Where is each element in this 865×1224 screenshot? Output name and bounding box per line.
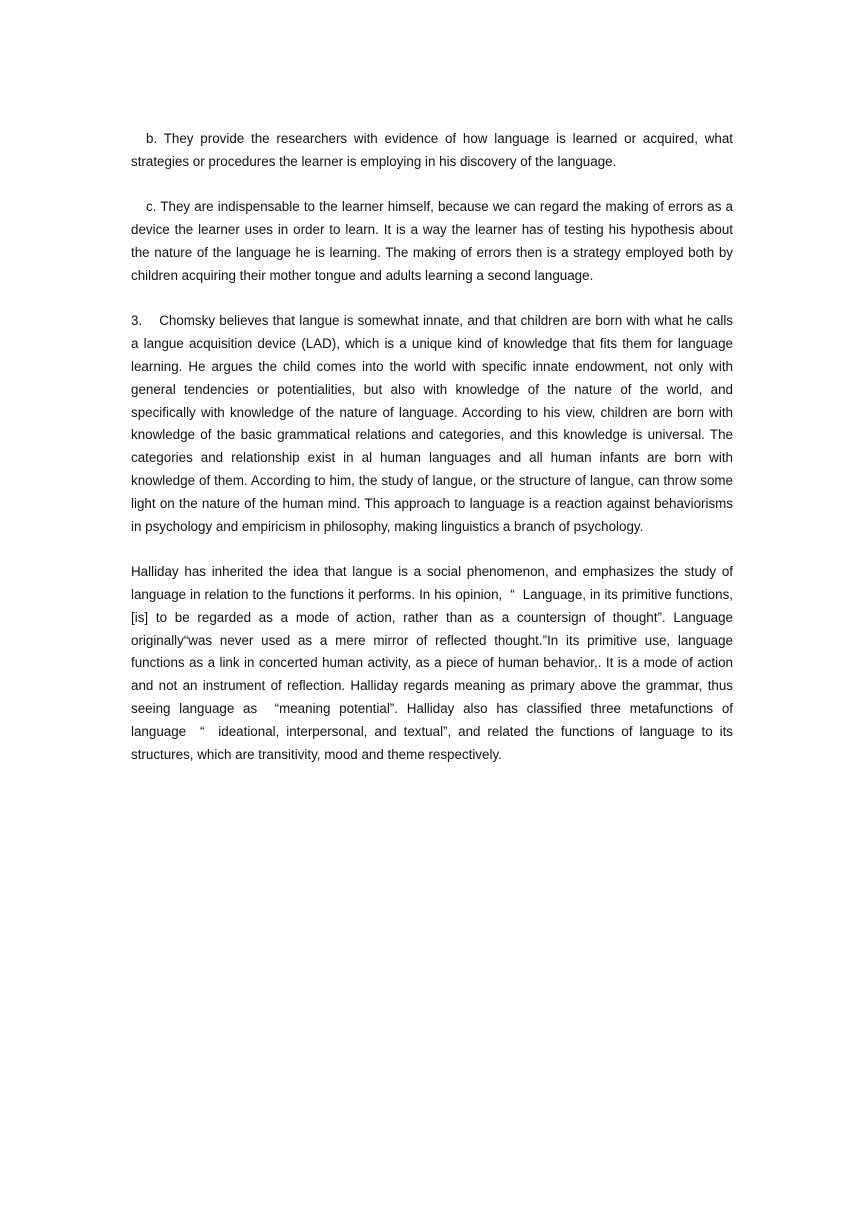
paragraph-b: b. They provide the researchers with evidence of how language is learned or acquired, what strategies or procedures the learner is employing in his discovery of the language. [131,131,733,169]
paragraph-spacer [131,174,733,197]
document-body [131,128,733,766]
paragraph-spacer [131,288,733,311]
paragraph-halliday: Halliday has inherited the idea that langue is a social phenomenon, and emphasizes the study of language in relation to the functions it performs. In his opinion, “ Language, in its primitive functions, [is] to be regarded as a mode of action, rather than as a countersign of thought”. Language originally“was never used as a mere mirror of reflected thought.”In its primitive use, language functions as a link in concerted human activity, as a piece of human behavior,. It is a mode of action and not an instrument of reflection. Halliday regards meaning as primary above the grammar, thus seeing language as “meaning potential”. Halliday also has classified three metafunctions of language “ ideational, interpersonal, and textual”, and related the functions of language to its structures, which are transitivity, mood and theme respectively. [131,564,733,762]
paragraph-spacer [131,538,733,561]
paragraph-3-chomsky: 3. Chomsky believes that langue is somewhat innate, and that children are born with what he calls a langue acquisition device (LAD), which is a unique kind of knowledge that fits them for language learning. He argues the child comes into the world with specific innate endowment, not only with general tendencies or potentialities, but also with knowledge of the nature of the world, and specifically with knowledge of the nature of language. According to his view, children are born with knowledge of the basic grammatical relations and categories, and this knowledge is universal. The categories and relationship exist in al human languages and all human infants are born with knowledge of them. According to him, the study of langue, or the structure of langue, can throw some light on the nature of the human mind. This approach to language is a reaction against behaviorisms in psychology and empiricism in philosophy, making linguistics a branch of psychology. [131,313,733,534]
paragraph-c: c. They are indispensable to the learner himself, because we can regard the making of errors as a device the learner uses in order to learn. It is a way the learner has of testing his hypothesis about the nature of the language he is learning. The making of errors then is a strategy employed both by children acquiring their mother tongue and adults learning a second language. [131,199,733,283]
